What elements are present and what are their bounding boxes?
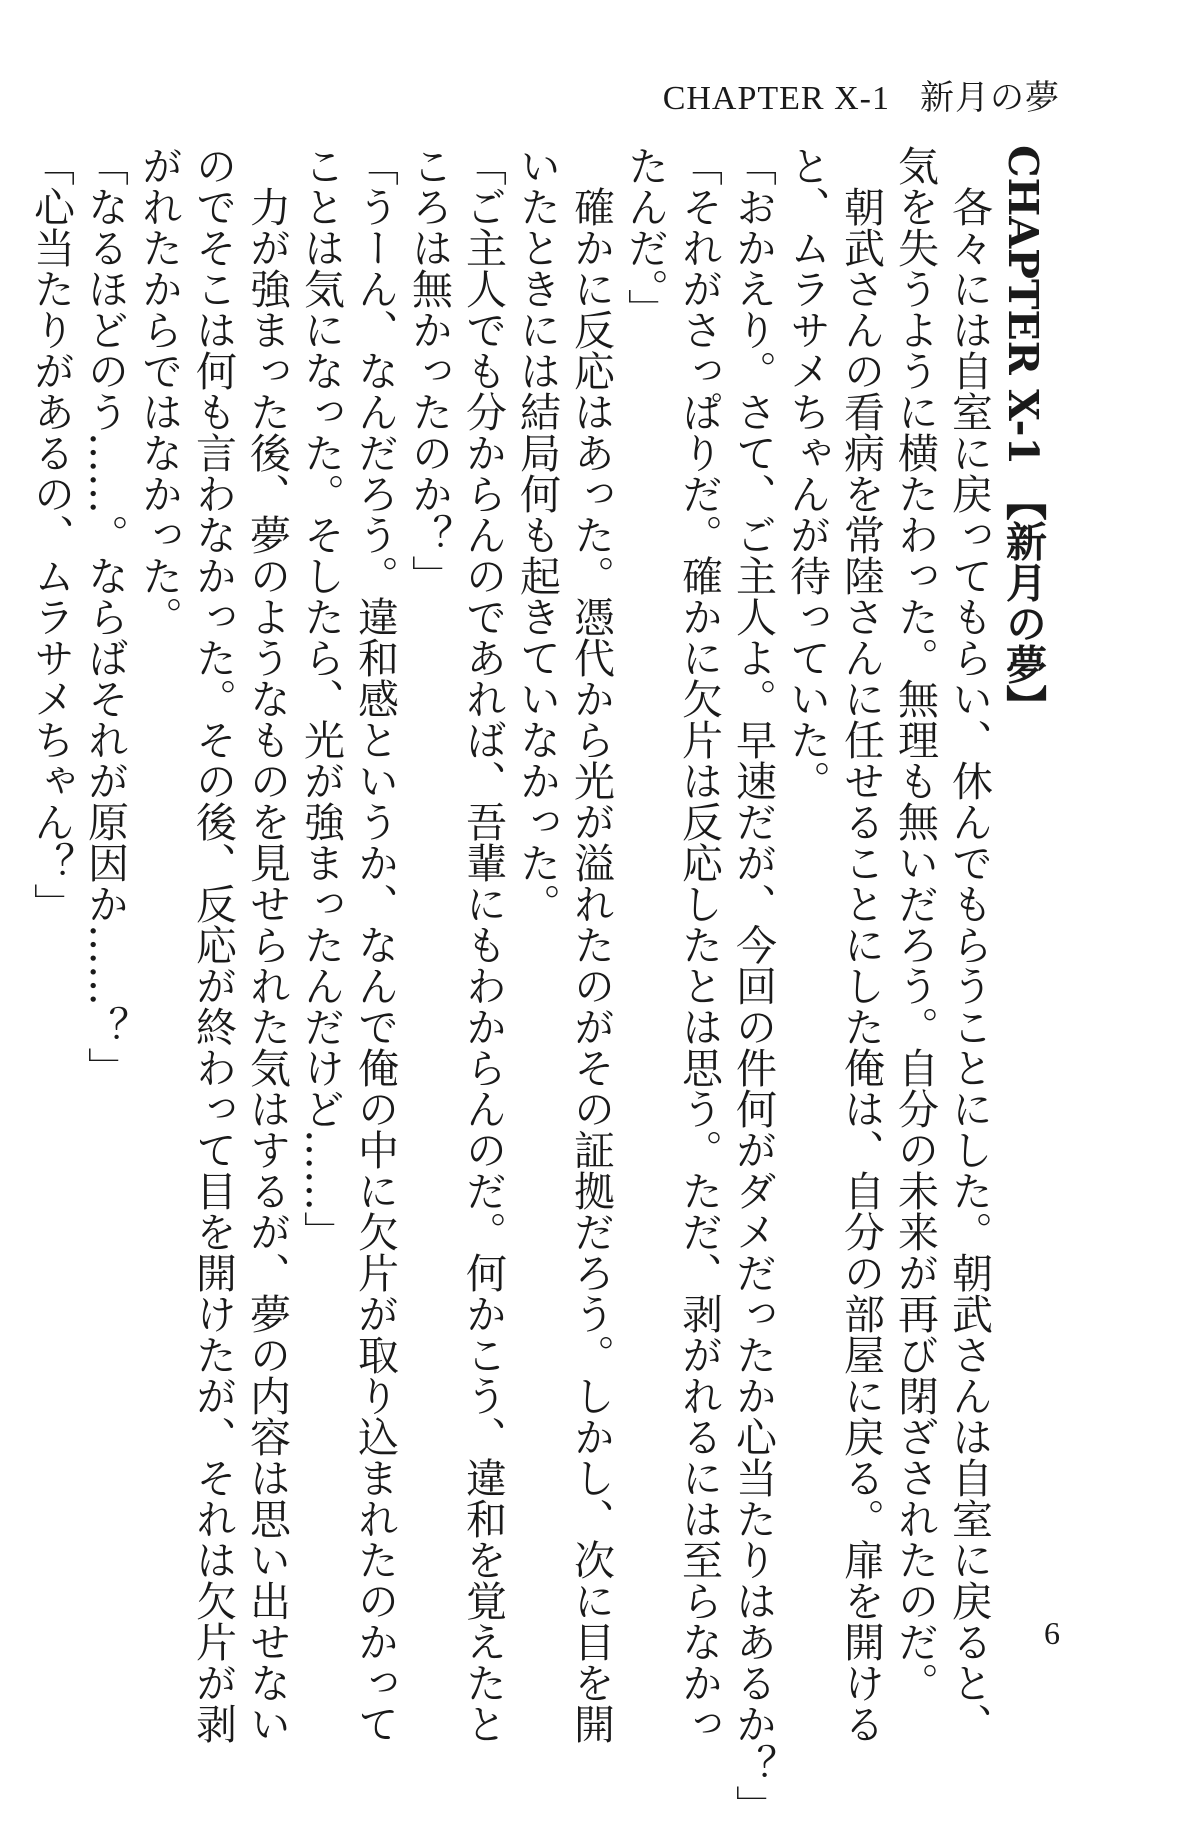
text-line: 「心当たりがあるの、ムラサメちゃん？」 xyxy=(27,145,75,924)
running-header-chapter: CHAPTER X-1 xyxy=(662,80,890,117)
text-line: 「うーん、なんだろう。違和感というか、なんで俺の中に欠片が取り込まれたのかって xyxy=(351,145,399,1744)
text-line: 「ご主人でも分からんのであれば、吾輩にもわからんのだ。何かこう、違和を覚えたと xyxy=(459,145,507,1744)
text-line: たんだ。」 xyxy=(621,145,669,330)
text-line: 気を失うように横たわった。無理も無いだろう。自分の未来が再び閉ざされたのだ。 xyxy=(891,145,939,1703)
text-line: 確かに反応はあった。憑代から光が溢れたのがその証拠だろう。しかし、次に目を開 xyxy=(567,145,615,1744)
text-line: がれたからではなかった。 xyxy=(135,145,183,637)
chapter-heading: CHAPTER X-1 【新月の夢】 xyxy=(999,145,1047,726)
text-line: ころは無かったのか？」 xyxy=(405,145,453,596)
text-line: のでそこは何も言わなかった。その後、反応が終わって目を開けたが、それは欠片が剥 xyxy=(189,145,237,1744)
running-header-title: 新月の夢 xyxy=(920,80,1060,117)
page-number: 6 xyxy=(1044,1615,1060,1651)
text-line: 「なるほどのう……。ならばそれが原因か……？」 xyxy=(81,145,129,1088)
text-line: 「それがさっぱりだ。確かに欠片は反応したとは思う。ただ、剥がれるには至らなかっ xyxy=(675,145,723,1744)
text-line: と、ムラサメちゃんが待っていた。 xyxy=(783,145,831,801)
text-line: 「おかえり。さて、ご主人よ。早速だが、今回の件何がダメだったか心当たりはあるか？」 xyxy=(729,145,777,1826)
text-line: 各々には自室に戻ってもらい、休んでもらうことにした。朝武さんは自室に戻ると、 xyxy=(945,145,993,1744)
text-line: いたときには結局何も起きていなかった。 xyxy=(513,145,561,924)
text-line: 朝武さんの看病を常陸さんに任せることにした俺は、自分の部屋に戻る。扉を開ける xyxy=(837,145,885,1744)
text-line: 力が強まった後、夢のようなものを見せられた気はするが、夢の内容は思い出せない xyxy=(243,145,291,1744)
running-header xyxy=(663,70,1060,119)
text-line: ことは気になった。そしたら、光が強まったんだけど……」 xyxy=(297,145,345,1252)
vertical-text-block xyxy=(27,145,1050,1826)
